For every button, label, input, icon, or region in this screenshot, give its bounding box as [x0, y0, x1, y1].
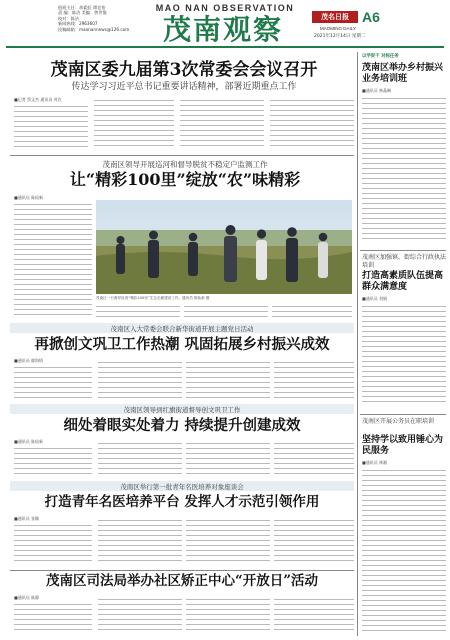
- side2-byline: ■通讯员 刘娟: [362, 296, 388, 301]
- news-hotline: 新闻热线：2963607: [58, 21, 98, 27]
- separator: [10, 155, 354, 156]
- a3-body-col2: [98, 360, 182, 401]
- a6-body-col2: [98, 597, 182, 636]
- side1-headline: 茂南区举办乡村振兴业务培训班: [362, 63, 444, 84]
- separator: [10, 570, 354, 571]
- column-divider: [357, 52, 358, 636]
- a3-body-col3: [186, 360, 270, 401]
- a1-headline: 茂南区委九届第3次常委会会议召开: [50, 60, 318, 80]
- a6-byline: ■通讯员 陈静: [14, 595, 40, 600]
- a5-headline: 打造青年名医培养平台 发挥人才示范引领作用: [44, 494, 320, 510]
- a5-kicker: 茂南区举行第一批青年名医培养对象座谈会: [120, 483, 244, 491]
- page-number: A6: [362, 9, 380, 25]
- a2-body-col1: [14, 202, 92, 320]
- a5-body-col2: [98, 518, 182, 567]
- masthead-english-title: MAO NAN OBSERVATION: [155, 3, 295, 13]
- editor-line: 责 编：陈洁 美编：曾世俊: [58, 10, 107, 16]
- a3-body-col1: [14, 365, 92, 401]
- side3-kicker: 茂南区开展公务员在职培训: [362, 418, 435, 425]
- a4-headline: 细处着眼实处着力 持续提升创建成效: [63, 417, 301, 434]
- a4-body-col2: [98, 441, 182, 478]
- side3-body: [362, 468, 446, 636]
- a1-body-col2: [94, 98, 174, 152]
- proof-line: 校对：陈洁: [58, 15, 79, 21]
- a4-body-col4: [274, 441, 354, 478]
- a1-subheadline: 传达学习习近平总书记重要讲话精神，部署近期重点工作: [71, 82, 297, 92]
- a4-byline: ■通讯员 陈仙新: [14, 439, 44, 444]
- a2-body-col3: [184, 304, 268, 320]
- a2-body-col2: [96, 304, 180, 320]
- a2-kicker: 茂南区领导开展巡河和督导脱贫不稳定户监测工作: [102, 160, 268, 169]
- separator: [360, 250, 446, 251]
- masthead-rule: [6, 46, 444, 48]
- a4-kicker: 茂南区领导到红旗街道督导创文巩卫工作: [123, 406, 241, 414]
- a6-body-col4: [274, 597, 354, 636]
- side3-headline: 坚持学以致用锤心为民服务: [362, 435, 444, 456]
- a6-body-col1: [14, 602, 92, 636]
- a3-byline: ■通讯员 廖海情: [14, 358, 44, 363]
- a4-body-col3: [186, 441, 270, 478]
- a5-body-col4: [274, 518, 354, 567]
- a1-body-col3: [180, 98, 264, 152]
- side1-tag: 以学促干 对标任务: [362, 54, 399, 59]
- side2-headline: 打造高素质队伍提高群众满意度: [362, 271, 444, 292]
- side1-byline: ■通讯员 林晶琳: [362, 88, 392, 93]
- a2-byline: ■通讯员 陈仙新: [14, 195, 44, 200]
- a2-body-col4: [272, 304, 352, 320]
- side3-byline: ■通讯员 林湘: [362, 460, 388, 465]
- article-photo: [96, 200, 352, 294]
- a1-body-col4: [270, 98, 354, 152]
- field-inspection-photo: [96, 200, 352, 294]
- a5-byline: ■通讯员 张颖: [14, 516, 40, 521]
- a1-body-col1: [14, 104, 88, 152]
- a5-body-col3: [186, 518, 270, 567]
- side2-kicker: 茂南区加强镇、街综合行政执法培训: [362, 254, 447, 269]
- a6-headline: 茂南区司法局举办社区矫正中心“开放日”活动: [45, 573, 319, 589]
- side1-body: [362, 96, 446, 246]
- a3-kicker: 茂南区入大常委会联合新华街道开展主题党日活动: [110, 325, 254, 333]
- side2-body: [362, 304, 446, 410]
- a1-byline: ■记者 蔡文杰 通讯员 茂宣: [14, 97, 62, 102]
- a4-body-col1: [14, 446, 92, 478]
- separator: [360, 414, 446, 415]
- duty-editor: 值班主任：余素虹 谭宜怡: [58, 5, 106, 10]
- paper-english-name: MAOMING DAILY: [320, 26, 356, 31]
- a6-body-col3: [186, 597, 270, 636]
- photo-caption: 茂南区一行督导检查“精彩100里”生态走廊建设工作。通讯员 陈仙新 摄: [96, 296, 210, 300]
- masthead-title: 茂南观察: [162, 13, 283, 46]
- a5-body-col1: [14, 523, 92, 567]
- issue-date: 2021年12月14日 星期二: [314, 34, 366, 39]
- a3-body-col4: [274, 360, 354, 401]
- submission-email: 投稿邮箱：maonannews@126.com: [58, 26, 130, 32]
- paper-logo: 茂名日报: [312, 11, 358, 23]
- a3-headline: 再掀创文巩卫工作热潮 巩固拓展乡村振兴成效: [34, 336, 330, 353]
- a2-headline: 让“精彩100里”绽放“农”味精彩: [69, 170, 301, 189]
